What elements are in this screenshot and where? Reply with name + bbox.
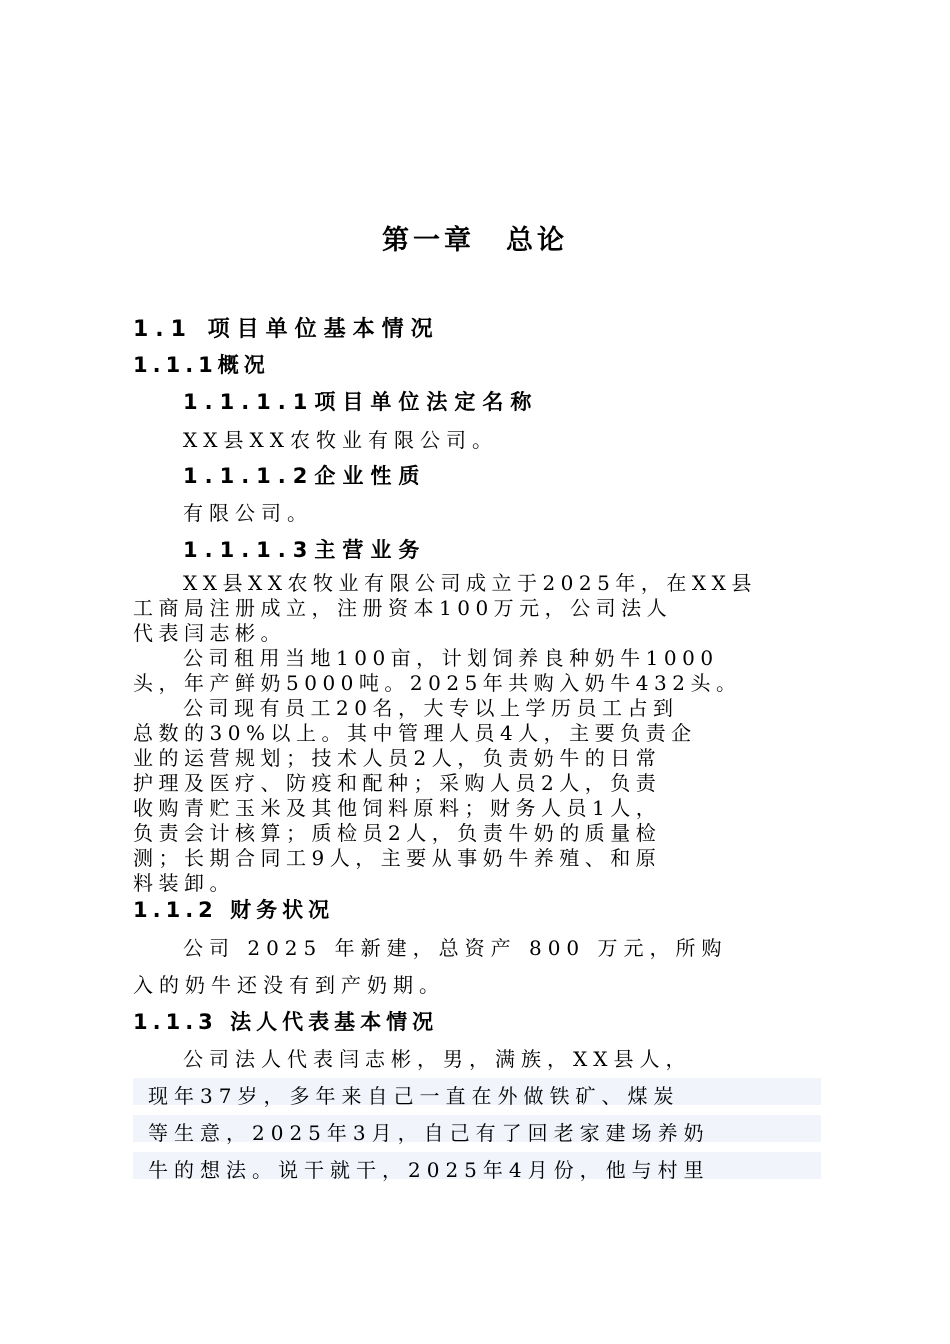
business-line: 代表闫志彬。 <box>133 621 286 645</box>
staff-line: 公司现有员工20名，大专以上学历员工占到 <box>183 696 679 720</box>
legal-name-text: XX县XX农牧业有限公司。 <box>183 428 498 452</box>
staff-line: 负责会计核算；质检员2人，负责牛奶的质量检 <box>133 821 662 845</box>
section-heading-1-1-1: 1.1.1概况 <box>133 353 270 377</box>
staff-line: 总数的30%以上。其中管理人员4人，主要负责企 <box>133 721 697 745</box>
finance-line: 公司 2025 年新建，总资产 800 万元，所购 <box>183 936 728 960</box>
staff-line: 收购青贮玉米及其他饲料原料；财务人员1人， <box>133 796 662 820</box>
legal-rep-line: 公司法人代表闫志彬，男，满族，XX县人， <box>183 1047 692 1071</box>
farm-line: 公司租用当地100亩，计划饲养良种奶牛1000 <box>183 646 719 670</box>
section-heading-1-1-2: 1.1.2 财务状况 <box>133 898 335 922</box>
chapter-title: 第一章 总论 <box>382 225 568 256</box>
finance-line: 入的奶牛还没有到产奶期。 <box>133 973 445 997</box>
business-line: XX县XX农牧业有限公司成立于2025年，在XX县 <box>183 571 757 595</box>
staff-line: 业的运营规划；技术人员2人，负责奶牛的日常 <box>133 746 662 770</box>
legal-rep-line: 现年37岁，多年来自己一直在外做铁矿、煤炭 <box>148 1084 680 1108</box>
legal-rep-line: 牛的想法。说干就干，2025年4月份，他与村里 <box>148 1158 710 1182</box>
section-heading-1-1-3: 1.1.3 法人代表基本情况 <box>133 1010 439 1034</box>
section-heading-1-1: 1.1 项目单位基本情况 <box>133 317 440 342</box>
section-heading-1-1-1-1: 1.1.1.1项目单位法定名称 <box>183 390 539 414</box>
staff-line: 测；长期合同工9人，主要从事奶牛养殖、和原 <box>133 846 662 870</box>
staff-line: 护理及医疗、防疫和配种；采购人员2人，负责 <box>133 771 662 795</box>
staff-line: 料装卸。 <box>133 871 235 895</box>
enterprise-nature-text: 有限公司。 <box>183 501 313 525</box>
legal-rep-line: 等生意，2025年3月，自己有了回老家建场养奶 <box>148 1121 710 1145</box>
business-line: 工商局注册成立，注册资本100万元，公司法人 <box>133 596 673 620</box>
section-heading-1-1-1-3: 1.1.1.3主营业务 <box>183 538 427 562</box>
farm-line: 头，年产鲜奶5000吨。2025年共购入奶牛432头。 <box>133 671 742 695</box>
section-heading-1-1-1-2: 1.1.1.2企业性质 <box>183 464 427 488</box>
